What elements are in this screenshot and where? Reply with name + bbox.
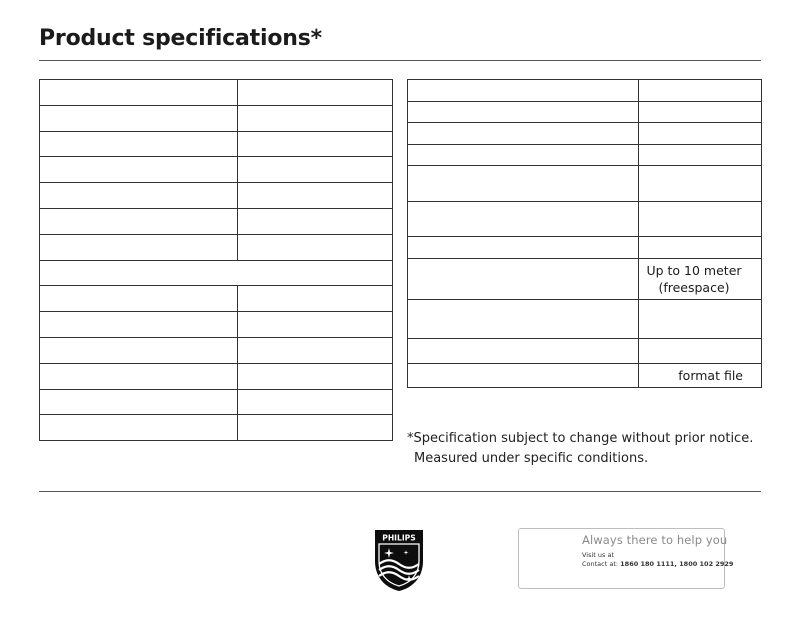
table-row <box>40 286 393 312</box>
table-row <box>40 234 393 260</box>
contact-numbers: 1860 180 1111, 1800 102 2929 <box>620 560 734 568</box>
table-row <box>40 337 393 363</box>
spec-label <box>408 364 639 388</box>
table-row <box>40 389 393 415</box>
table-row <box>40 105 393 131</box>
spec-value <box>238 363 393 389</box>
table-row <box>408 300 762 339</box>
support-tagline: Always there to help you <box>582 533 728 547</box>
table-row <box>408 123 762 145</box>
table-row <box>408 80 762 102</box>
spec-value <box>639 237 762 259</box>
spec-value <box>639 80 762 102</box>
note-line: *Specification subject to change without prior notice. <box>407 431 754 446</box>
spec-value <box>238 415 393 441</box>
table-row <box>40 363 393 389</box>
table-row <box>40 157 393 183</box>
spec-label <box>40 234 238 260</box>
spec-value <box>238 234 393 260</box>
spec-label <box>40 80 238 106</box>
spec-label <box>408 259 639 300</box>
table-row <box>40 80 393 106</box>
spec-value <box>639 339 762 364</box>
range-value: Up to 10 meter <box>646 263 742 278</box>
support-visit-text: Visit us at <box>582 551 615 559</box>
spec-value <box>238 131 393 157</box>
support-contact-text <box>582 560 733 568</box>
spec-label <box>40 389 238 415</box>
spec-label <box>40 363 238 389</box>
spec-label <box>408 237 639 259</box>
spec-value <box>639 300 762 339</box>
table-row <box>40 208 393 234</box>
spec-label <box>408 102 639 123</box>
table-row <box>408 102 762 123</box>
spec-value-range <box>639 259 762 300</box>
spec-value <box>238 389 393 415</box>
spec-value <box>639 166 762 202</box>
spec-value <box>639 202 762 237</box>
specification-note <box>407 429 767 469</box>
spec-label <box>408 202 639 237</box>
spec-value <box>238 183 393 209</box>
table-row <box>40 183 393 209</box>
spec-label <box>408 300 639 339</box>
spec-label <box>408 123 639 145</box>
spec-value <box>238 286 393 312</box>
table-row <box>408 145 762 166</box>
spec-value <box>238 337 393 363</box>
table-section-row <box>40 260 393 286</box>
table-row <box>408 202 762 237</box>
right-spec-table <box>407 79 762 388</box>
spec-label <box>40 208 238 234</box>
page-title: Product specifications* <box>39 26 322 51</box>
spec-value <box>238 105 393 131</box>
spec-label <box>408 339 639 364</box>
left-spec-table <box>39 79 393 441</box>
spec-label <box>40 312 238 338</box>
table-row <box>408 259 762 300</box>
footer-divider <box>39 491 761 492</box>
spec-label <box>40 157 238 183</box>
brand-wordmark: PHILIPS <box>382 533 416 543</box>
spec-label <box>408 80 639 102</box>
spec-value <box>238 157 393 183</box>
note-line: Measured under specific conditions. <box>414 451 649 466</box>
spec-value <box>639 123 762 145</box>
table-row <box>40 312 393 338</box>
spec-value <box>238 312 393 338</box>
spec-label <box>40 415 238 441</box>
spec-label <box>408 145 639 166</box>
table-row <box>40 415 393 441</box>
spec-value: format file <box>639 364 762 388</box>
spec-label <box>408 166 639 202</box>
title-divider <box>39 60 761 61</box>
table-row <box>408 237 762 259</box>
spec-value <box>238 208 393 234</box>
spec-value <box>639 102 762 123</box>
spec-label <box>40 131 238 157</box>
table-row <box>40 131 393 157</box>
spec-section-heading <box>40 260 393 286</box>
table-row <box>408 339 762 364</box>
spec-label <box>40 337 238 363</box>
spec-label <box>40 105 238 131</box>
spec-label <box>40 286 238 312</box>
table-row <box>408 364 762 388</box>
spec-value <box>238 80 393 106</box>
contact-label: Contact at: <box>582 560 619 568</box>
table-row <box>408 166 762 202</box>
support-contact-box <box>518 528 734 589</box>
spec-label <box>40 183 238 209</box>
range-qualifier: (freespace) <box>658 280 730 295</box>
philips-shield-logo <box>372 527 426 593</box>
spec-value <box>639 145 762 166</box>
